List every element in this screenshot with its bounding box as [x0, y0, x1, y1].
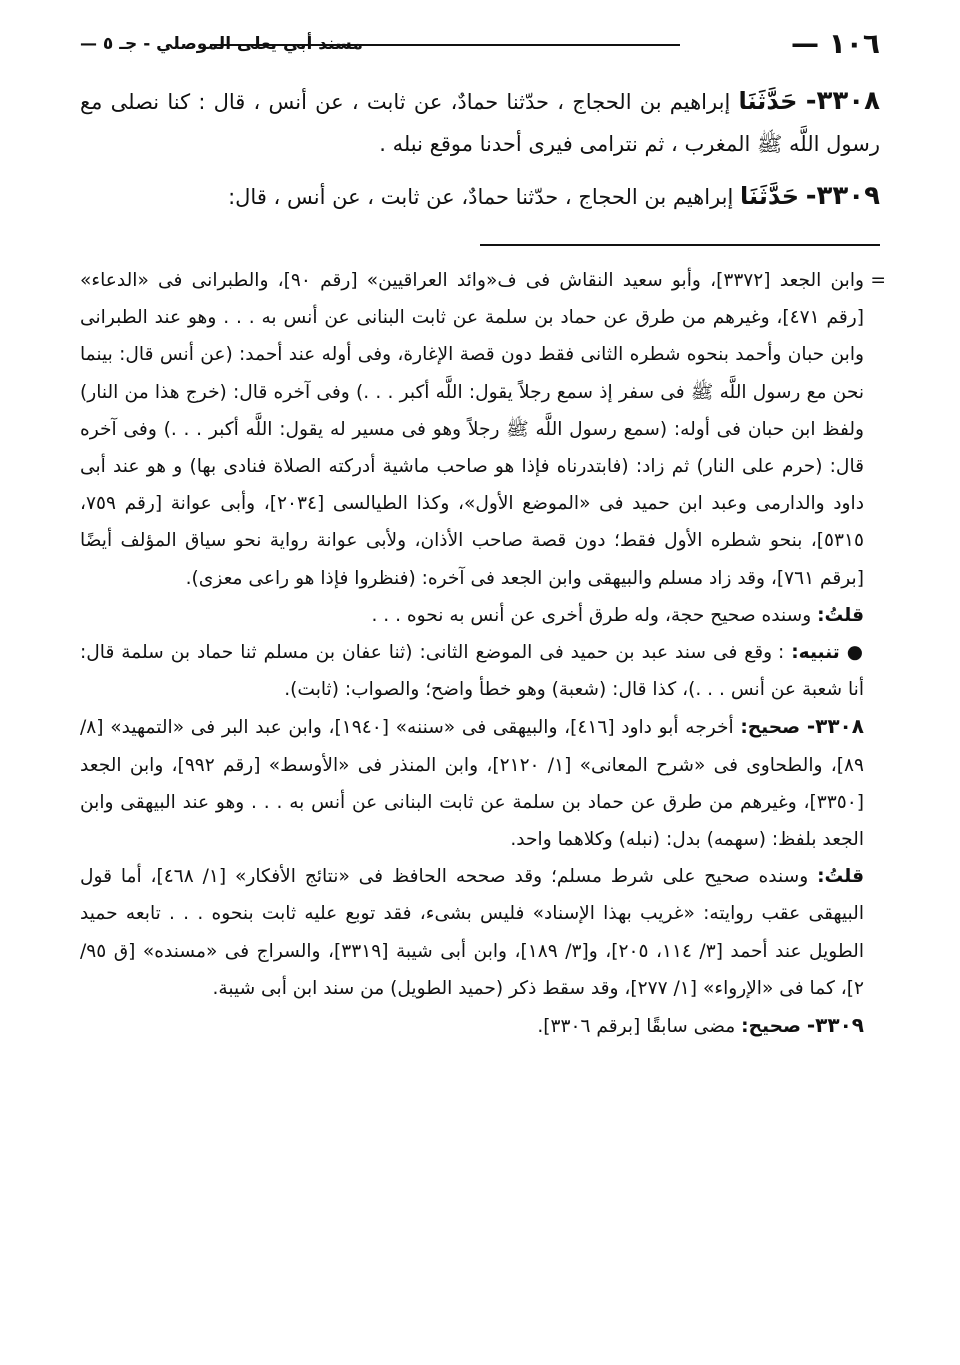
- footnote-text: مضى سابقًا [برقم ٣٣٠٦].: [537, 1016, 736, 1038]
- footnote-text: وسنده صحيح حجة، وله طرق أخرى عن أنس به نحوه . . .: [371, 604, 812, 626]
- hadith-3308: [80, 80, 880, 165]
- hadith-number: ٣٣٠٨-: [805, 86, 880, 116]
- grading-label: صحيح:: [740, 717, 801, 739]
- footnote-tanbih: [80, 634, 880, 708]
- continuation-mark: =: [870, 270, 886, 291]
- page-number: ١٠٦ —: [790, 27, 880, 60]
- footnote-text: وابن الجعد [٣٣٧٢]، وأبو سعيد النقاش فى ف«وائد العراقيين» [رقم ٩٠]، والطبرانى فى «الدعاء» [رقم ٤٧١]، وغيرهم من طرق عن حماد بن سلمة عن ثابت البنانى عن أنس به . . . وهو عند الطبرانى وابن حبان وأحمد بنحوه شطره الثانى فقط دون قصة الإغارة، وفى أوله عند أحمد: (عن أنس قال: بينما نحن مع رسول اللَّه ﷺ فى سفر إذ سمع رجلاً يقول: اللَّه أكبر . . .) وفى آخره قال: (خرج هذا من النار) ولفظ ابن حبان فى أوله: (سمع رسول اللَّه ﷺ رجلاً وهو فى مسير له يقول: اللَّه أكبر . . .) وفى آخره قال: (حرم على النار) ثم زاد: (فابتدرناه فإذا هو صاحب ماشية أدركته الصلاة فنادى بها) و هو عند أبى داود والدارمى وعبد ابن حميد فى «الموضع الأول»، وكذا الطيالسى [٢٠٣٤]، وأبى عوانة [رقم ٧٥٩، ٥٣١٥]، بنحو شطره الأول فقط؛ دون قصة صاحب الأذان، ولأبى عوانة رواية نحو سياق المؤلف أيضًا [برقم ٧٦١]، وقد زاد مسلم والبيهقى وابن الجعد فى آخره: (فنظروا فإذا هو راعى معزى).: [80, 270, 864, 589]
- running-title: مسند أبي يعلى الموصلي - جـ ٥ —: [80, 34, 363, 54]
- bullet-icon: ●: [846, 642, 864, 664]
- hadith-text: إبراهيم بن الحجاج ، حدّثنا حمادٌ، عن ثابت ، عن أنس ، قال : كنا نصلى مع رسول اللَّه ﷺ المغرب ، ثم نترامى فيرى أحدنا موقع نبله .: [80, 90, 880, 156]
- footnotes: [80, 262, 886, 1045]
- hadith-3309: [80, 175, 880, 218]
- footnote-3308: [80, 708, 880, 858]
- tanbih-label: تنبيه:: [791, 642, 840, 664]
- hadith-number: ٣٣٠٩-: [805, 181, 880, 211]
- qult-label: قلتُ:: [817, 604, 864, 626]
- footnote-number: ٣٣٠٩-: [806, 1013, 864, 1038]
- footnote-text: : وقع فى سند عبد بن حميد فى الموضع الثانى: (ثنا عفان بن مسلم ثنا حماد بن سلمة قال: أنا شعبة عن أنس . . .)، كذا قال: (شعبة) وهو خطأ واضح؛ والصواب: (ثابت).: [80, 642, 864, 701]
- hadith-text: إبراهيم بن الحجاج ، حدّثنا حمادٌ، عن ثابت ، عن أنس ، قال:: [228, 185, 734, 209]
- footnote-qult-2: [80, 858, 880, 1007]
- grading-label: صحيح:: [741, 1016, 801, 1038]
- hadith-lead: حَدَّثَنَا: [738, 87, 798, 115]
- footnote-continuation: [80, 262, 886, 597]
- footnote-text: أخرجه أبو داود [٤١٦]، والبيهقى فى «سننه» [١٩٤٠]، وابن عبد البر فى «التمهيد» [٨/ ٨٩]، والطحاوى فى «شرح المعانى» [١/ ٢١٢٠]، وابن المنذر فى «الأوسط» [رقم ٩٩٢]، وابن الجعد [٣٣٥٠]، وغيرهم من طرق عن حماد بن سلمة عن ثابت البنانى عن أنس به . . . وهو عند البيهقى وابن الجعد بلفظ: (سهمه) بدل: (نبله) وكلاهما واحد.: [80, 717, 864, 851]
- footnote-number: ٣٣٠٨-: [806, 714, 864, 739]
- main-text: [80, 80, 880, 228]
- footnote-separator: [480, 244, 880, 246]
- footnote-text: وسنده صحيح على شرط مسلم؛ وقد صححه الحافظ فى «نتائج الأفكار» [١/ ٤٦٨]، أما قول البيهقى عقب روايته: «غريب بهذا الإسناد» فليس بشىء، فقد توبع عليه ثابت بنحوه . . . تابعه حميد الطويل عند أحمد [٣/ ١١٤، ٢٠٥]، و[٣/ ١٨٩]، وابن أبى شيبة [٣٣١٩]، والسراج فى «مسنده» [ق ٩٥/ ٢]، كما فى «الإرواء» [١/ ٢٧٧]، وقد سقط ذكر (حميد الطويل) من سند ابن أبى شيبة.: [80, 866, 864, 999]
- footnote-qult: [80, 597, 880, 634]
- page-header: [80, 26, 880, 62]
- hadith-lead: حَدَّثَنَا: [740, 182, 800, 210]
- qult-label: قلتُ:: [817, 866, 864, 888]
- footnote-3309: [80, 1007, 880, 1045]
